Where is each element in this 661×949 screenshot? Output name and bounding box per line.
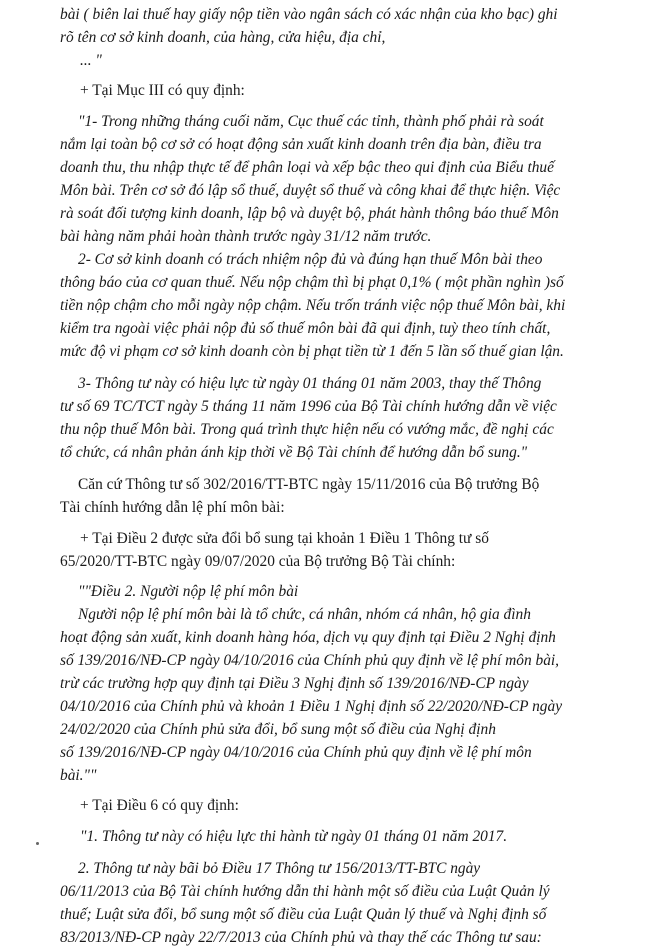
text-line: mức độ vi phạm cơ sở kinh doanh còn bị phạt tiền từ 1 đến 5 lần số thuế gian lận. bbox=[60, 343, 564, 360]
text-line: Môn bài. Trên cơ sở đó lập sổ thuế, duyệt sổ thuế và công khai để thực hiện. Việc bbox=[60, 182, 561, 199]
text-line: ... " bbox=[80, 52, 102, 69]
text-line: bài."" bbox=[60, 767, 97, 784]
text-line: 24/02/2020 của Chính phủ sửa đổi, bổ sung một số điều của Nghị định bbox=[60, 721, 496, 738]
text-line: ""Điều 2. Người nộp lệ phí môn bài bbox=[78, 583, 299, 600]
scan-speck bbox=[36, 842, 39, 845]
section-heading: + Tại Điều 6 có quy định: bbox=[80, 797, 239, 814]
text-line: doanh thu, thu nhập thực tế để phân loại và xếp bậc theo qui định của Biểu thuế bbox=[60, 159, 554, 176]
section-heading: + Tại Điều 2 được sửa đổi bổ sung tại khoản 1 Điều 1 Thông tư số bbox=[80, 530, 489, 547]
text-line: 06/11/2013 của Bộ Tài chính hướng dẫn thi hành một số điều của Luật Quản lý bbox=[60, 883, 550, 900]
text-line: 04/10/2016 của Chính phủ và khoản 1 Điều 1 Nghị định số 22/2020/NĐ-CP ngày bbox=[60, 698, 563, 715]
text-line: Căn cứ Thông tư số 302/2016/TT-BTC ngày 15/11/2016 của Bộ trưởng Bộ bbox=[78, 476, 540, 493]
text-line: tư số 69 TC/TCT ngày 5 tháng 11 năm 1996 của Bộ Tài chính hướng dẫn về việc bbox=[60, 398, 557, 415]
text-line: 65/2020/TT-BTC ngày 09/07/2020 của Bộ trưởng Bộ Tài chính: bbox=[60, 553, 456, 570]
text-line: số 139/2016/NĐ-CP ngày 04/10/2016 của Chính phủ quy định về lệ phí môn bài, bbox=[60, 652, 560, 669]
text-line: bài hàng năm phải hoàn thành trước ngày 31/12 năm trước. bbox=[60, 228, 432, 245]
text-line: trừ các trường hợp quy định tại Điều 3 Nghị định số 139/2016/NĐ-CP ngày bbox=[60, 675, 529, 692]
text-line: thông báo của cơ quan thuế. Nếu nộp chậm thì bị phạt 0,1% ( một phần nghìn )số bbox=[60, 274, 564, 291]
text-line: bài ( biên lai thuế hay giấy nộp tiền vào ngân sách có xác nhận của kho bạc) ghi bbox=[60, 6, 558, 23]
text-line: 83/2013/NĐ-CP ngày 22/7/2013 của Chính phủ và thay thế các Thông tư sau: bbox=[60, 929, 542, 946]
section-heading: + Tại Mục III có quy định: bbox=[80, 82, 245, 99]
text-line: tiền nộp chậm cho mỗi ngày nộp chậm. Nếu trốn tránh việc nộp thuế Môn bài, khi bbox=[60, 297, 566, 314]
text-line: số 139/2016/NĐ-CP ngày 04/10/2016 của Chính phủ quy định về lệ phí môn bbox=[60, 744, 532, 761]
text-line: tổ chức, cá nhân phản ánh kịp thời về Bộ Tài chính để hướng dẫn bổ sung." bbox=[60, 444, 528, 461]
text-line: 3- Thông tư này có hiệu lực từ ngày 01 tháng 01 năm 2003, thay thế Thông bbox=[78, 375, 542, 392]
text-line: Tài chính hướng dẫn lệ phí môn bài: bbox=[60, 499, 285, 516]
text-line: 2. Thông tư này bãi bỏ Điều 17 Thông tư 156/2013/TT-BTC ngày bbox=[78, 860, 481, 877]
text-line: nắm lại toàn bộ cơ sở có hoạt động sản xuất kinh doanh trên địa bàn, điều tra bbox=[60, 136, 542, 153]
text-line: thu nộp thuế Môn bài. Trong quá trình thực hiện nếu có vướng mắc, đề nghị các bbox=[60, 421, 554, 438]
text-line: Người nộp lệ phí môn bài là tổ chức, cá nhân, nhóm cá nhân, hộ gia đình bbox=[78, 606, 531, 623]
text-line: rà soát đối tượng kinh doanh, lập bộ và duyệt bộ, phát hành thông báo thuế Môn bbox=[60, 205, 559, 222]
text-line: hoạt động sản xuất, kinh doanh hàng hóa, dịch vụ quy định tại Điều 2 Nghị định bbox=[60, 629, 556, 646]
text-line: 2- Cơ sở kinh doanh có trách nhiệm nộp đủ và đúng hạn thuế Môn bài theo bbox=[78, 251, 543, 268]
text-line: thuế; Luật sửa đổi, bổ sung một số điều của Luật Quản lý thuế và Nghị định số bbox=[60, 906, 547, 923]
text-line: kiểm tra ngoài việc phải nộp đủ số thuế môn bài đã qui định, tuỳ theo tính chất, bbox=[60, 320, 551, 337]
text-line: "1. Thông tư này có hiệu lực thi hành từ ngày 01 tháng 01 năm 2017. bbox=[80, 828, 508, 845]
text-line: "1- Trong những tháng cuối năm, Cục thuế các tỉnh, thành phố phải rà soát bbox=[78, 113, 544, 130]
text-line: rõ tên cơ sở kinh doanh, của hàng, cửa hiệu, địa chỉ, bbox=[60, 29, 386, 46]
